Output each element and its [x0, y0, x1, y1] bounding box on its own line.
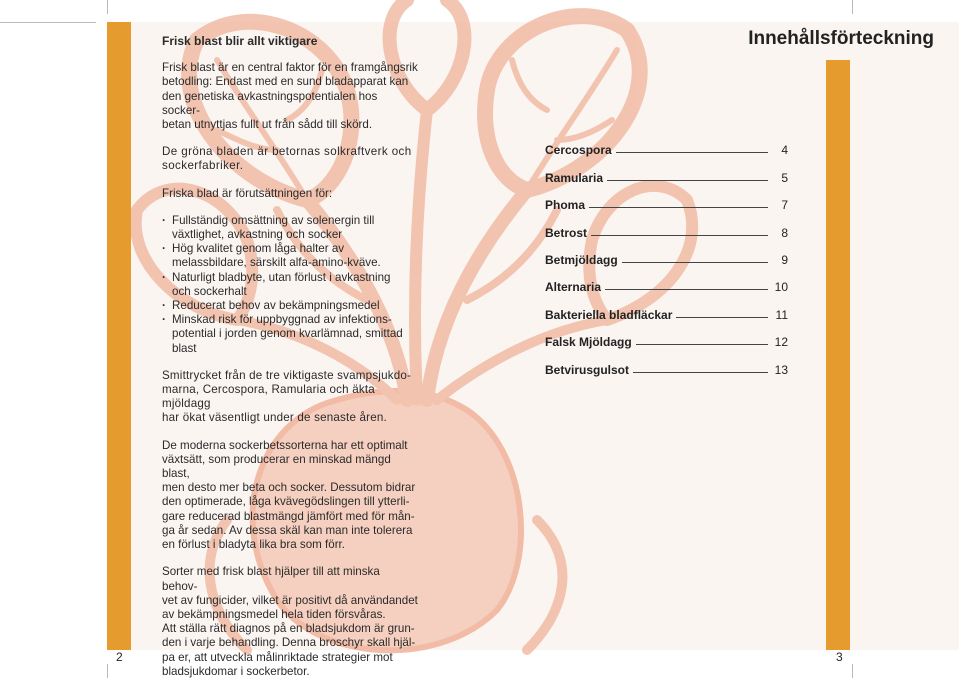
toc-entry-name: Betrost — [545, 225, 588, 240]
crop-mark — [852, 0, 853, 14]
left-page-text — [162, 34, 418, 679]
toc-entry-bakteriella-bladflackar[interactable] — [545, 294, 788, 321]
toc-page-number: 8 — [781, 225, 788, 240]
list-item: · Naturligt bladbyte, utan förlust i avkastning och sockerhalt — [162, 271, 418, 299]
toc-page-number: 4 — [781, 143, 788, 158]
section-heading: Frisk blast blir allt viktigare — [162, 34, 318, 48]
toc-entry-name: Ramularia — [545, 170, 604, 185]
toc-entry-falsk-mjoldagg[interactable] — [545, 322, 788, 349]
paragraph: Sorter med frisk blast hjälper till att minska behov- vet av fungicider, vilket är positivt då användandet av bekämpningsmedel hela tiden försvåras. Att ställa rätt diagnos på en bladsjukdom är grun- den i varje behandling. Denna broschyr skall hjäl- pa er, att utveckla målinriktade strategier mot bladsjukdomar i sockerbetor. — [162, 565, 418, 678]
crop-mark — [107, 664, 108, 678]
crop-mark — [107, 0, 108, 14]
left-accent-bar — [107, 22, 131, 650]
list-item: · Hög kvalitet genom låga halter av melassbildare, särskilt alfa-amino-kväve. — [162, 242, 418, 270]
toc-entry-name: Alternaria — [545, 280, 602, 295]
toc-entry-name: Betmjöldagg — [545, 252, 618, 267]
toc-leader-line — [676, 317, 768, 318]
list-item: · Minskad risk för uppbyggnad av infektions- potential i jorden genom kvarlämnad, smittad blast — [162, 313, 418, 356]
toc-leader-line — [607, 180, 768, 181]
toc-entry-name: Falsk Mjöldagg — [545, 335, 632, 350]
page-number-right: 3 — [836, 650, 843, 664]
bullet-list — [162, 214, 418, 356]
toc-page-number: 11 — [775, 307, 788, 322]
toc-entry-betrost[interactable] — [545, 212, 788, 239]
toc-leader-line — [591, 235, 768, 236]
paragraph: De gröna bladen är betornas solkraftverk och sockerfabriker. — [162, 145, 412, 173]
toc-entry-ramularia[interactable] — [545, 157, 788, 184]
toc-entry-name: Bakteriella bladfläckar — [545, 307, 673, 322]
toc-leader-line — [622, 262, 768, 263]
toc-leader-line — [633, 372, 768, 373]
paragraph: De moderna sockerbetssorterna har ett optimalt växtsätt, som producerar en minskad mängd blast, men desto mer beta och socker. Dessutom bidrar den optimerade, låga kvävegödslingen till ytterli- gare reducerad blastmängd jämfört med för mån- ga år sedan. Av dessa skäl kan man inte tolerera en förlust i bladyta lika bra som förr. — [162, 438, 416, 552]
toc-entry-name: Phoma — [545, 198, 586, 213]
paragraph: Frisk blast är en central faktor för en framgångsrik betodling: Endast med en sund bladapparat kan den genetiska avkastningspotentialen hos socker- betan utnyttjas fullt ut från sådd till skörd. — [162, 61, 418, 132]
toc-leader-line — [616, 152, 768, 153]
toc-page-number: 13 — [774, 362, 788, 377]
toc-page-number: 7 — [781, 198, 788, 213]
paragraph: Friska blad är förutsättningen för: — [162, 186, 333, 200]
right-accent-bar — [826, 60, 850, 650]
toc-entry-name: Betvirusgulsot — [545, 362, 630, 377]
toc-entry-name: Cercospora — [545, 143, 612, 158]
toc-page-number: 12 — [774, 335, 788, 350]
crop-mark — [0, 22, 96, 23]
toc-title: Innehållsförteckning — [748, 28, 934, 49]
toc-entry-betvirusgulsot[interactable] — [545, 349, 788, 376]
toc-page-number: 10 — [774, 280, 788, 295]
toc-leader-line — [605, 289, 768, 290]
page-number-left: 2 — [116, 650, 123, 664]
list-item: · Reducerat behov av bekämpningsmedel — [162, 299, 418, 313]
toc-page-number: 5 — [781, 170, 788, 185]
table-of-contents — [545, 130, 788, 377]
crop-mark — [852, 664, 853, 678]
toc-leader-line — [636, 344, 768, 345]
toc-page-number: 9 — [781, 252, 788, 267]
toc-entry-phoma[interactable] — [545, 185, 788, 212]
toc-entry-betmjoldagg[interactable] — [545, 240, 788, 267]
toc-entry-cercospora[interactable] — [545, 130, 788, 157]
paragraph: Smittrycket från de tre viktigaste svampsjukdo- marna, Cercospora, Ramularia och äkta mjöldagg har ökat väsentligt under de senaste åren. — [162, 368, 412, 425]
list-item: · Fullständig omsättning av solenergin till växtlighet, avkastning och socker — [162, 214, 418, 242]
toc-entry-alternaria[interactable] — [545, 267, 788, 294]
toc-leader-line — [589, 207, 768, 208]
